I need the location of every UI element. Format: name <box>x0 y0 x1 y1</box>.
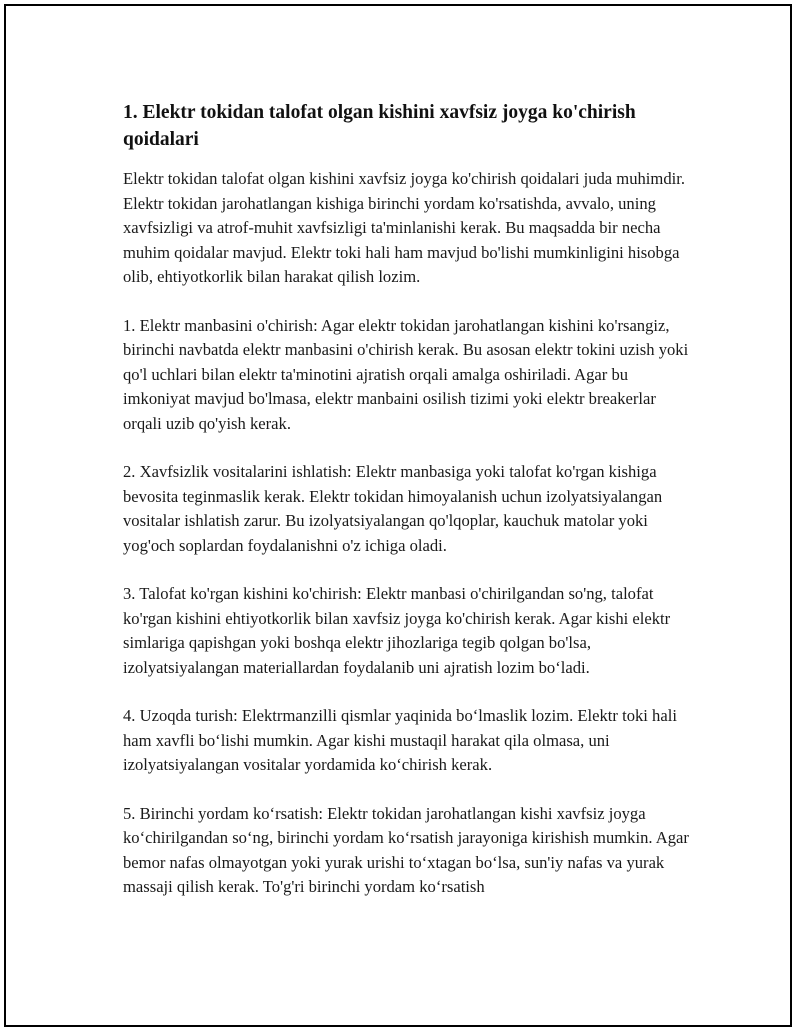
paragraph-rule-5: 5. Birinchi yordam ko‘rsatish: Elektr tokidan jarohatlangan kishi xavfsiz joyga ko‘chirilgandan so‘ng, birinchi yordam ko‘rsatish jarayoniga kirishish mumkin. Agar bemor nafas olmayotgan yoki yurak urishi to‘xtagan bo‘lsa, sun'iy nafas va yurak massaji qilish kerak. To'g'ri birinchi yordam ko‘rsatish <box>123 803 689 896</box>
document-title: 1. Elektr tokidan talofat olgan kishini xavfsiz joyga ko'chirish qoidalari <box>123 102 636 150</box>
paragraph-rule-1: 1. Elektr manbasini o'chirish: Agar elektr tokidan jarohatlangan kishini ko'rsangiz, birinchi navbatda elektr manbasini o'chirish kerak. Bu asosan elektr tokini uzish yoki qo'l uchlari bilan elektr ta'minotini ajratish orqali amalga oshiriladi. Agar bu imkoniyat mavjud bo'lmasa, elektr manbaini osilish tizimi yoki elektr breakerlar orqali uzib qo'yish kerak. <box>123 315 689 433</box>
document-body <box>123 99 698 924</box>
paragraph-rule-3: 3. Talofat ko'rgan kishini ko'chirish: Elektr manbasi o'chirilgandan so'ng, talofat ko'rgan kishini ehtiyotkorlik bilan xavfsiz joyga ko'chirish kerak. Agar kishi elektr simlariga qapishgan yoki boshqa elektr jihozlariga tegib qolgan bo'lsa, izolyatsiyalangan materiallardan foydalanib uni ajratish lozim bo‘ladi. <box>123 584 671 677</box>
paragraph-intro: Elektr tokidan talofat olgan kishini xavfsiz joyga ko'chirish qoidalari juda muhimdir. Elektr tokidan jarohatlangan kishiga birinchi yordam ko'rsatishda, avvalo, uning xavfsizligi va atrof-muhit xavfsizligi ta'minlanishi kerak. Bu maqsadda bir necha muhim qoidalar mavjud. Elektr toki hali ham mavjud bo'lishi mumkinligini hisobga olib, ehtiyotkorlik bilan harakat qilish lozim. <box>123 169 685 286</box>
paragraph-rule-4: 4. Uzoqda turish: Elektrmanzilli qismlar yaqinida bo‘lmaslik lozim. Elektr toki hali ham xavfli bo‘lishi mumkin. Agar kishi mustaqil harakat qila olmasa, uni izolyatsiyalangan vositalar yordamida ko‘chirish kerak. <box>123 706 677 774</box>
paragraph-rule-2: 2. Xavfsizlik vositalarini ishlatish: Elektr manbasiga yoki talofat ko'rgan kishiga bevosita teginmaslik kerak. Elektr tokidan himoyalanish uchun izolyatsiyalangan vositalar ishlatish zarur. Bu izolyatsiyalangan qo'lqoplar, kauchuk matolar yoki yog'och soplardan foydalanishni o'z ichiga oladi. <box>123 462 663 555</box>
page-frame <box>4 4 792 1027</box>
